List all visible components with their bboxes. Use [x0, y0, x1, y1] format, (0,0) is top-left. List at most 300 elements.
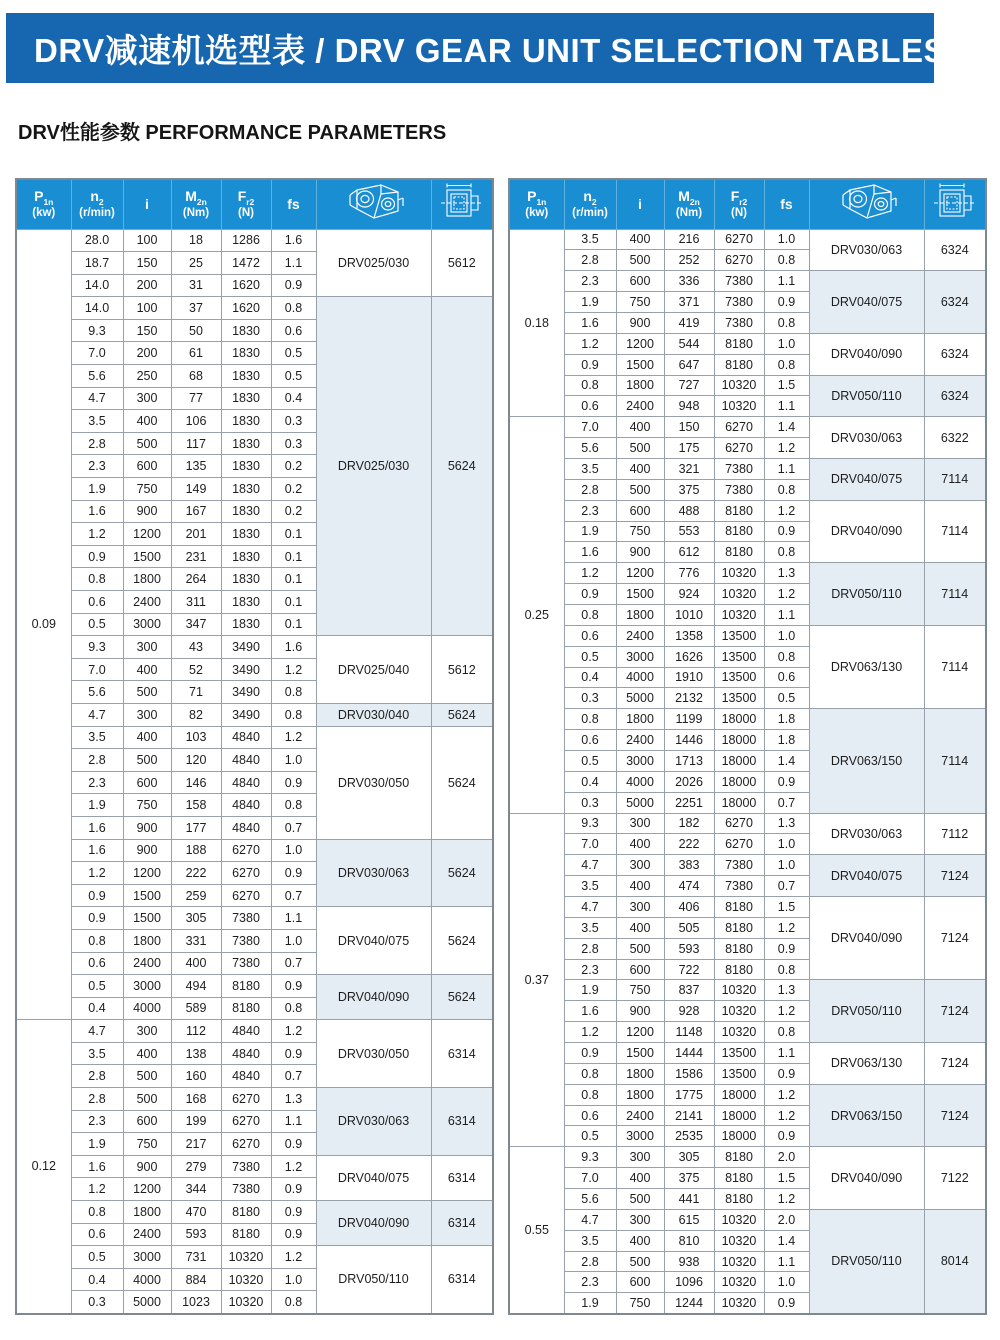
cell-m2n: 160: [171, 1065, 221, 1088]
cell-m2n: 731: [171, 1246, 221, 1269]
cell-i: 2400: [616, 1105, 664, 1126]
cell-fs: 1.2: [764, 1084, 809, 1105]
cell-m2n: 106: [171, 410, 221, 433]
cell-i: 600: [123, 771, 171, 794]
dims-cell: 5624: [431, 297, 493, 636]
dims-cell: 6322: [924, 417, 986, 459]
cell-fr2: 18000: [714, 730, 764, 751]
dims-cell: 7124: [924, 855, 986, 897]
col-header-dimension-drawing: [431, 179, 493, 229]
cell-m2n: 375: [664, 479, 714, 500]
cell-m2n: 474: [664, 876, 714, 897]
cell-n2: 3.5: [564, 458, 616, 479]
cell-i: 3000: [123, 613, 171, 636]
cell-fs: 0.7: [271, 1065, 316, 1088]
col-header-fr2: $F_{r2}$ (N): [714, 179, 764, 229]
cell-m2n: 117: [171, 432, 221, 455]
table-row: [509, 897, 986, 918]
model-cell: DRV040/075: [809, 855, 924, 897]
cell-fr2: 8180: [714, 959, 764, 980]
cell-fr2: 7380: [221, 929, 271, 952]
cell-fr2: 6270: [714, 438, 764, 459]
cell-i: 150: [123, 319, 171, 342]
cell-i: 1500: [123, 545, 171, 568]
cell-fs: 0.8: [271, 297, 316, 320]
dims-cell: 7114: [924, 709, 986, 813]
cell-i: 750: [123, 478, 171, 501]
power-group-label: 0.25: [509, 417, 564, 813]
cell-fr2: 10320: [714, 375, 764, 396]
cell-fs: 0.9: [764, 1126, 809, 1147]
cell-n2: 0.6: [71, 1223, 123, 1246]
cell-fs: 1.1: [764, 458, 809, 479]
cell-n2: 14.0: [71, 297, 123, 320]
cell-i: 300: [123, 703, 171, 726]
cell-fs: 1.2: [764, 917, 809, 938]
cell-i: 600: [123, 455, 171, 478]
cell-fr2: 1830: [221, 432, 271, 455]
cell-m2n: 52: [171, 658, 221, 681]
model-cell: DRV063/130: [809, 625, 924, 708]
cell-n2: 0.4: [71, 1268, 123, 1291]
cell-m2n: 305: [664, 1147, 714, 1168]
cell-fs: 0.5: [271, 365, 316, 388]
cell-m2n: 1713: [664, 750, 714, 771]
table-row: [16, 1201, 493, 1224]
dims-cell: 7114: [924, 625, 986, 708]
cell-fr2: 6270: [221, 1088, 271, 1111]
dims-cell: 7114: [924, 563, 986, 626]
table-row: [16, 839, 493, 862]
model-cell: DRV030/063: [809, 229, 924, 271]
model-cell: DRV030/050: [316, 1020, 431, 1088]
cell-fs: 1.2: [764, 1105, 809, 1126]
cell-m2n: 264: [171, 568, 221, 591]
page-banner: [6, 13, 947, 83]
cell-fs: 1.2: [764, 584, 809, 605]
cell-fr2: 4840: [221, 1042, 271, 1065]
table-row: [509, 1147, 986, 1168]
cell-m2n: 138: [171, 1042, 221, 1065]
selection-table-right: [508, 178, 987, 1315]
cell-n2: 0.5: [71, 1246, 123, 1269]
cell-fr2: 8180: [714, 542, 764, 563]
model-cell: DRV050/110: [809, 375, 924, 417]
selection-table-right-container: [508, 178, 987, 1315]
cell-fr2: 8180: [714, 938, 764, 959]
model-cell: DRV025/030: [316, 229, 431, 297]
cell-i: 1500: [616, 1043, 664, 1064]
cell-m2n: 199: [171, 1110, 221, 1133]
cell-n2: 2.3: [564, 959, 616, 980]
model-cell: DRV040/090: [809, 333, 924, 375]
cell-fr2: 3490: [221, 636, 271, 659]
cell-i: 1500: [123, 907, 171, 930]
cell-i: 400: [616, 458, 664, 479]
cell-n2: 0.3: [564, 688, 616, 709]
cell-m2n: 182: [664, 813, 714, 834]
model-cell: DRV030/040: [316, 703, 431, 726]
cell-i: 4000: [123, 997, 171, 1020]
cell-fr2: 8180: [221, 997, 271, 1020]
cell-i: 900: [123, 500, 171, 523]
cell-fr2: 6270: [221, 1133, 271, 1156]
cell-fs: 0.2: [271, 500, 316, 523]
cell-i: 100: [123, 229, 171, 252]
col-header-i: i: [123, 179, 171, 229]
model-cell: DRV030/063: [809, 417, 924, 459]
cell-i: 4000: [616, 667, 664, 688]
cell-m2n: 222: [664, 834, 714, 855]
cell-n2: 7.0: [71, 658, 123, 681]
header-row: [509, 179, 986, 229]
model-cell: DRV040/090: [809, 500, 924, 563]
cell-fs: 1.2: [764, 500, 809, 521]
cell-m2n: 375: [664, 1168, 714, 1189]
cell-m2n: 837: [664, 980, 714, 1001]
col-header-m2n: $M_{2n}$ (Nm): [171, 179, 221, 229]
table-row: [509, 417, 986, 438]
dims-cell: 5624: [431, 907, 493, 975]
cell-n2: 5.6: [71, 681, 123, 704]
cell-m2n: 77: [171, 387, 221, 410]
cell-i: 4000: [616, 771, 664, 792]
model-cell: DRV030/063: [316, 1088, 431, 1156]
cell-m2n: 25: [171, 252, 221, 275]
cell-fr2: 8180: [221, 975, 271, 998]
cell-fr2: 13500: [714, 625, 764, 646]
cell-fr2: 18000: [714, 709, 764, 730]
cell-m2n: 884: [171, 1268, 221, 1291]
cell-fs: 1.6: [271, 229, 316, 252]
col-header-dimension-drawing: [924, 179, 986, 229]
cell-fr2: 8180: [714, 1189, 764, 1210]
cell-fs: 1.1: [764, 604, 809, 625]
cell-fr2: 1830: [221, 410, 271, 433]
cell-m2n: 1244: [664, 1293, 714, 1314]
cell-fr2: 1830: [221, 387, 271, 410]
cell-m2n: 371: [664, 292, 714, 313]
power-group-label: 0.37: [509, 813, 564, 1147]
cell-fr2: 4840: [221, 794, 271, 817]
cell-fr2: 1472: [221, 252, 271, 275]
cell-m2n: 82: [171, 703, 221, 726]
cell-fr2: 18000: [714, 1126, 764, 1147]
cell-fr2: 10320: [714, 1251, 764, 1272]
cell-fr2: 10320: [714, 1209, 764, 1230]
cell-n2: 4.7: [564, 1209, 616, 1230]
cell-n2: 0.8: [564, 709, 616, 730]
cell-i: 500: [616, 938, 664, 959]
cell-i: 1800: [616, 1084, 664, 1105]
cell-m2n: 216: [664, 229, 714, 250]
cell-fr2: 8180: [714, 333, 764, 354]
power-group-label: 0.09: [16, 229, 71, 1020]
cell-fs: 0.8: [764, 646, 809, 667]
cell-fs: 0.7: [271, 952, 316, 975]
cell-fs: 1.1: [271, 1110, 316, 1133]
cell-m2n: 259: [171, 884, 221, 907]
dims-cell: 6314: [431, 1201, 493, 1246]
cell-i: 400: [123, 1042, 171, 1065]
cell-i: 300: [123, 387, 171, 410]
cell-i: 400: [123, 658, 171, 681]
selection-table-left-container: [15, 178, 494, 1315]
cell-i: 3000: [123, 975, 171, 998]
cell-m2n: 419: [664, 312, 714, 333]
cell-m2n: 553: [664, 521, 714, 542]
cell-n2: 0.3: [564, 792, 616, 813]
cell-i: 300: [616, 813, 664, 834]
cell-fr2: 8180: [714, 354, 764, 375]
cell-n2: 7.0: [564, 417, 616, 438]
cell-n2: 0.5: [564, 646, 616, 667]
cell-n2: 1.6: [564, 1001, 616, 1022]
cell-fs: 1.1: [764, 1251, 809, 1272]
gearbox-icon: [341, 181, 407, 223]
cell-fr2: 6270: [714, 834, 764, 855]
cell-i: 200: [123, 274, 171, 297]
cell-n2: 0.6: [564, 625, 616, 646]
cell-fs: 1.8: [764, 730, 809, 751]
cell-fs: 1.1: [271, 907, 316, 930]
cell-fr2: 6270: [221, 839, 271, 862]
cell-n2: 1.6: [564, 312, 616, 333]
cell-fr2: 10320: [221, 1291, 271, 1314]
cell-fs: 1.0: [764, 229, 809, 250]
cell-i: 400: [616, 1168, 664, 1189]
cell-n2: 0.5: [71, 975, 123, 998]
cell-fr2: 7380: [714, 855, 764, 876]
cell-m2n: 1910: [664, 667, 714, 688]
cell-fr2: 7380: [221, 1178, 271, 1201]
cell-i: 250: [123, 365, 171, 388]
cell-n2: 7.0: [71, 342, 123, 365]
cell-n2: 2.8: [564, 938, 616, 959]
cell-fr2: 3490: [221, 658, 271, 681]
cell-i: 200: [123, 342, 171, 365]
dimension-drawing-icon: [437, 181, 487, 223]
cell-n2: 2.8: [71, 432, 123, 455]
table-row: [509, 1043, 986, 1064]
cell-n2: 1.6: [564, 542, 616, 563]
cell-fs: 1.1: [764, 1043, 809, 1064]
cell-m2n: 175: [664, 438, 714, 459]
cell-fs: 1.0: [764, 834, 809, 855]
cell-i: 1500: [616, 584, 664, 605]
cell-fs: 0.8: [271, 997, 316, 1020]
cell-m2n: 331: [171, 929, 221, 952]
cell-fr2: 13500: [714, 646, 764, 667]
cell-n2: 0.6: [71, 591, 123, 614]
dims-cell: 6324: [924, 271, 986, 334]
cell-fs: 1.2: [764, 1001, 809, 1022]
cell-n2: 3.5: [564, 229, 616, 250]
cell-n2: 2.3: [71, 455, 123, 478]
col-header-fs: fs: [764, 179, 809, 229]
cell-n2: 1.2: [71, 523, 123, 546]
cell-fr2: 10320: [714, 1272, 764, 1293]
cell-i: 500: [123, 432, 171, 455]
cell-n2: 1.6: [71, 816, 123, 839]
cell-fr2: 13500: [714, 688, 764, 709]
cell-i: 1200: [616, 1022, 664, 1043]
model-cell: DRV063/130: [809, 1043, 924, 1085]
dims-cell: 6324: [924, 375, 986, 417]
col-header-fr2: $F_{r2}$ (N): [221, 179, 271, 229]
cell-m2n: 103: [171, 726, 221, 749]
cell-fs: 1.0: [764, 1272, 809, 1293]
cell-n2: 1.9: [564, 1293, 616, 1314]
cell-m2n: 593: [664, 938, 714, 959]
cell-fs: 1.8: [764, 709, 809, 730]
cell-fr2: 1830: [221, 342, 271, 365]
dims-cell: 7112: [924, 813, 986, 855]
dims-cell: 5624: [431, 975, 493, 1020]
cell-i: 150: [123, 252, 171, 275]
cell-fs: 1.1: [764, 396, 809, 417]
cell-m2n: 177: [171, 816, 221, 839]
cell-fs: 1.2: [271, 1246, 316, 1269]
cell-fr2: 1620: [221, 274, 271, 297]
cell-n2: 3.5: [71, 726, 123, 749]
dims-cell: 6324: [924, 333, 986, 375]
cell-i: 1500: [123, 884, 171, 907]
cell-n2: 4.7: [71, 387, 123, 410]
cell-i: 3000: [616, 1126, 664, 1147]
cell-n2: 1.2: [564, 1022, 616, 1043]
table-row: [16, 1155, 493, 1178]
cell-fr2: 1830: [221, 545, 271, 568]
cell-fr2: 10320: [221, 1246, 271, 1269]
cell-fr2: 8180: [221, 1201, 271, 1224]
model-cell: DRV063/150: [809, 1084, 924, 1147]
cell-fs: 1.2: [271, 1020, 316, 1043]
dims-cell: 7124: [924, 897, 986, 980]
model-cell: DRV040/090: [316, 975, 431, 1020]
cell-i: 500: [616, 479, 664, 500]
cell-i: 900: [616, 542, 664, 563]
table-row: [16, 726, 493, 749]
cell-fr2: 7380: [221, 907, 271, 930]
dims-cell: 5612: [431, 229, 493, 297]
cell-m2n: 589: [171, 997, 221, 1020]
cell-fr2: 10320: [714, 980, 764, 1001]
model-cell: DRV040/090: [809, 1147, 924, 1210]
cell-fr2: 7380: [714, 271, 764, 292]
header-row: [16, 179, 493, 229]
cell-n2: 3.5: [564, 917, 616, 938]
cell-m2n: 252: [664, 250, 714, 271]
cell-m2n: 61: [171, 342, 221, 365]
cell-n2: 2.3: [564, 271, 616, 292]
cell-fs: 0.1: [271, 545, 316, 568]
cell-m2n: 647: [664, 354, 714, 375]
table-row: [509, 333, 986, 354]
cell-n2: 4.7: [564, 897, 616, 918]
cell-i: 300: [123, 1020, 171, 1043]
cell-i: 300: [616, 897, 664, 918]
cell-i: 2400: [123, 1223, 171, 1246]
cell-fs: 0.3: [271, 432, 316, 455]
cell-fr2: 1830: [221, 613, 271, 636]
cell-fs: 1.3: [764, 813, 809, 834]
cell-m2n: 149: [171, 478, 221, 501]
cell-m2n: 120: [171, 749, 221, 772]
model-cell: DRV025/040: [316, 636, 431, 704]
cell-fs: 1.2: [271, 1155, 316, 1178]
cell-i: 1500: [616, 354, 664, 375]
cell-m2n: 948: [664, 396, 714, 417]
cell-n2: 0.8: [564, 1084, 616, 1105]
cell-fr2: 6270: [714, 229, 764, 250]
cell-n2: 0.8: [564, 604, 616, 625]
cell-fr2: 10320: [714, 1001, 764, 1022]
cell-fr2: 1830: [221, 591, 271, 614]
cell-fr2: 1286: [221, 229, 271, 252]
model-cell: DRV050/110: [809, 563, 924, 626]
cell-m2n: 43: [171, 636, 221, 659]
cell-i: 2400: [616, 396, 664, 417]
cell-n2: 1.6: [71, 500, 123, 523]
cell-i: 900: [123, 1155, 171, 1178]
model-cell: DRV040/090: [809, 897, 924, 980]
cell-m2n: 1096: [664, 1272, 714, 1293]
cell-n2: 5.6: [71, 365, 123, 388]
cell-fr2: 10320: [714, 1230, 764, 1251]
dims-cell: 7114: [924, 458, 986, 500]
cell-i: 900: [123, 816, 171, 839]
cell-n2: 0.6: [564, 1105, 616, 1126]
cell-i: 1800: [616, 1063, 664, 1084]
cell-fs: 0.9: [764, 938, 809, 959]
cell-m2n: 150: [664, 417, 714, 438]
cell-n2: 1.2: [71, 862, 123, 885]
cell-n2: 2.8: [564, 250, 616, 271]
cell-i: 1200: [123, 862, 171, 885]
cell-i: 400: [123, 726, 171, 749]
cell-m2n: 1446: [664, 730, 714, 751]
cell-i: 500: [123, 681, 171, 704]
cell-fs: 1.4: [764, 417, 809, 438]
cell-i: 900: [123, 839, 171, 862]
cell-m2n: 441: [664, 1189, 714, 1210]
cell-fr2: 10320: [714, 396, 764, 417]
cell-i: 1800: [616, 375, 664, 396]
cell-i: 400: [123, 410, 171, 433]
cell-i: 2400: [616, 625, 664, 646]
cell-i: 1800: [616, 709, 664, 730]
cell-fs: 0.9: [271, 1201, 316, 1224]
cell-fs: 1.2: [764, 1189, 809, 1210]
table-row: [509, 625, 986, 646]
cell-m2n: 494: [171, 975, 221, 998]
col-header-gearbox: [809, 179, 924, 229]
cell-n2: 0.8: [564, 375, 616, 396]
cell-n2: 7.0: [564, 834, 616, 855]
cell-n2: 2.3: [564, 1272, 616, 1293]
cell-fs: 0.8: [764, 312, 809, 333]
cell-fr2: 1830: [221, 478, 271, 501]
cell-m2n: 928: [664, 1001, 714, 1022]
cell-fs: 0.7: [764, 876, 809, 897]
cell-n2: 4.7: [71, 1020, 123, 1043]
col-header-gearbox: [316, 179, 431, 229]
cell-fr2: 6270: [221, 884, 271, 907]
cell-m2n: 231: [171, 545, 221, 568]
cell-fs: 1.5: [764, 375, 809, 396]
cell-n2: 2.8: [564, 1251, 616, 1272]
